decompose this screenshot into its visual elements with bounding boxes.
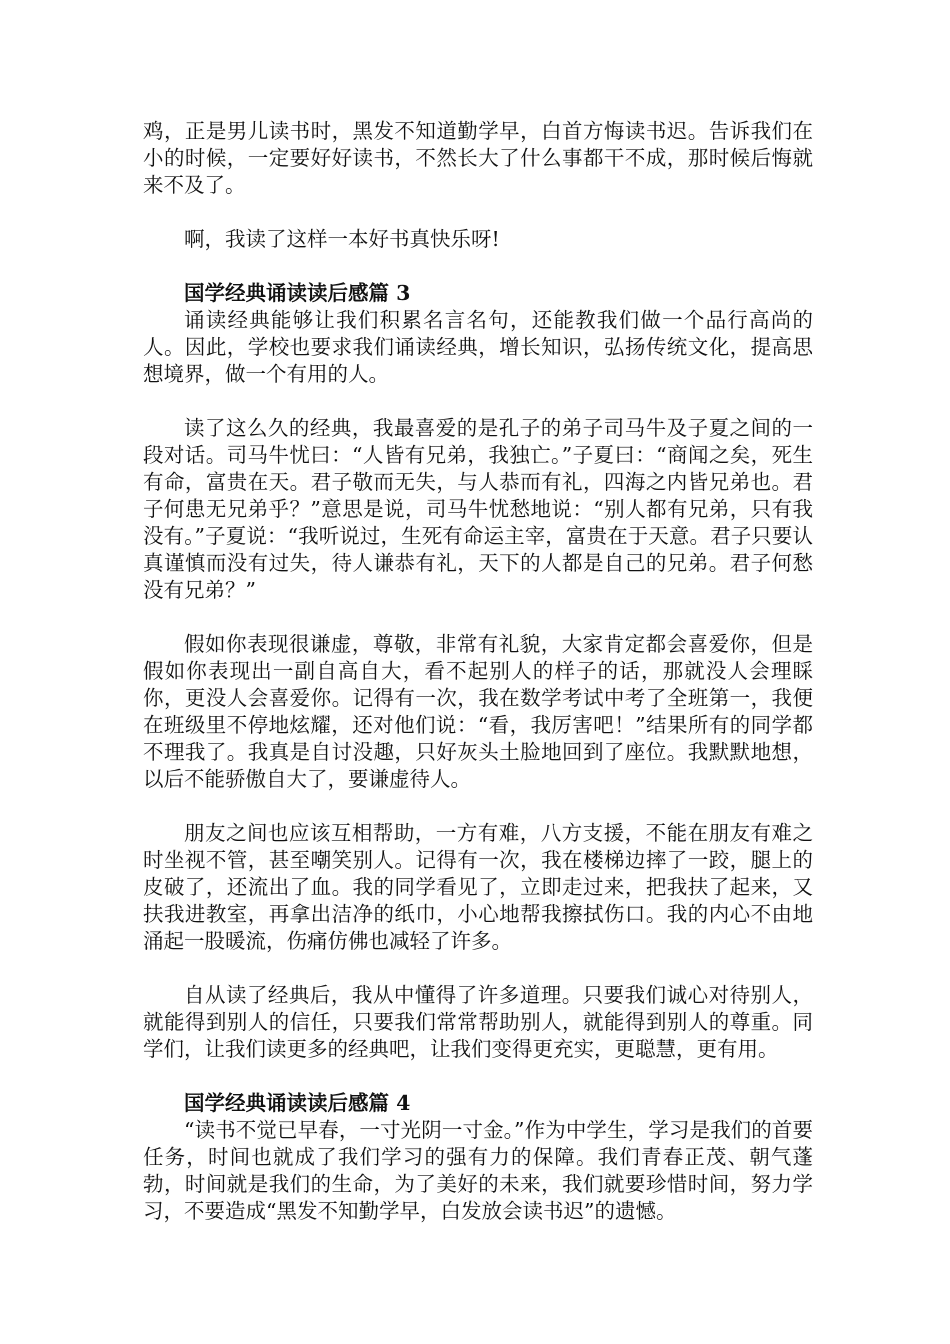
section-heading-3: 国学经典诵读读后感篇 3 [184, 281, 411, 305]
paragraph-section3-intro: 诵读经典能够让我们积累名言名句，还能教我们做一个品行高尚的人。因此，学校也要求我们诵读经典，增长知识，弘扬传统文化，提高思想境界，做一个有用的人。 [143, 308, 813, 386]
paragraph-friendship: 朋友之间也应该互相帮助，一方有难，八方支援，不能在朋友有难之时坐视不管，甚至嘲笑别人。记得有一次，我在楼梯边摔了一跤，腿上的皮破了，还流出了血。我的同学看见了，立即走过来，把我扶了起来，又扶我进教室，再拿出洁净的纸巾，小心地帮我擦拭伤口。我的内心不由地涌起一股暖流，伤痛仿佛也减轻了许多。 [143, 821, 813, 953]
paragraph-dialogue: 读了这么久的经典，我最喜爱的是孔子的弟子司马牛及子夏之间的一段对话。司马牛忧曰：“人皆有兄弟，我独亡。”子夏曰：“商闻之矣，死生有命，富贵在天。君子敬而无失，与人恭而有礼，四海之内皆兄弟也。君子何患无兄弟乎？”意思是说，司马牛忧愁地说：“别人都有兄弟，只有我没有。”子夏说：“我听说过，生死有命运主宰，富贵在于天意。君子只要认真谨慎而没有过失，待人谦恭有礼，天下的人都是自己的兄弟。君子何愁没有兄弟？” [143, 416, 813, 602]
paragraph-intro: 鸡，正是男儿读书时，黑发不知道勤学早，白首方悔读书迟。告诉我们在小的时候，一定要好好读书，不然长大了什么事都干不成，那时候后悔就来不及了。 [143, 119, 813, 197]
paragraph-conclusion: 自从读了经典后，我从中懂得了许多道理。只要我们诚心对待别人，就能得到别人的信任，只要我们常常帮助别人，就能得到别人的尊重。同学们，让我们读更多的经典吧，让我们变得更充实，更聪慧，更有用。 [143, 983, 813, 1061]
document-page [143, 118, 813, 1225]
section-heading-4: 国学经典诵读读后感篇 4 [184, 1091, 411, 1115]
paragraph-exclamation: 啊，我读了这样一本好书真快乐呀! [184, 227, 500, 251]
paragraph-section4-intro: “读书不觉已早春，一寸光阴一寸金。”作为中学生，学习是我们的首要任务，时间也就成了我们学习的强有力的保障。我们青春正茂、朝气蓬勃，时间就是我们的生命，为了美好的未来，我们就要珍惜时间，努力学习，不要造成“黑发不知勤学早，白发放会读书迟”的遗憾。 [143, 1118, 813, 1223]
paragraph-humility: 假如你表现很谦虚，尊敬，非常有礼貌，大家肯定都会喜爱你，但是假如你表现出一副自高自大，看不起别人的样子的话，那就没人会理睬你，更没人会喜爱你。记得有一次，我在数学考试中考了全班第一，我便在班级里不停地炫耀，还对他们说：“看，我厉害吧！”结果所有的同学都不理我了。我真是自讨没趣，只好灰头土脸地回到了座位。我默默地想，以后不能骄傲自大了，要谦虚待人。 [143, 632, 813, 791]
